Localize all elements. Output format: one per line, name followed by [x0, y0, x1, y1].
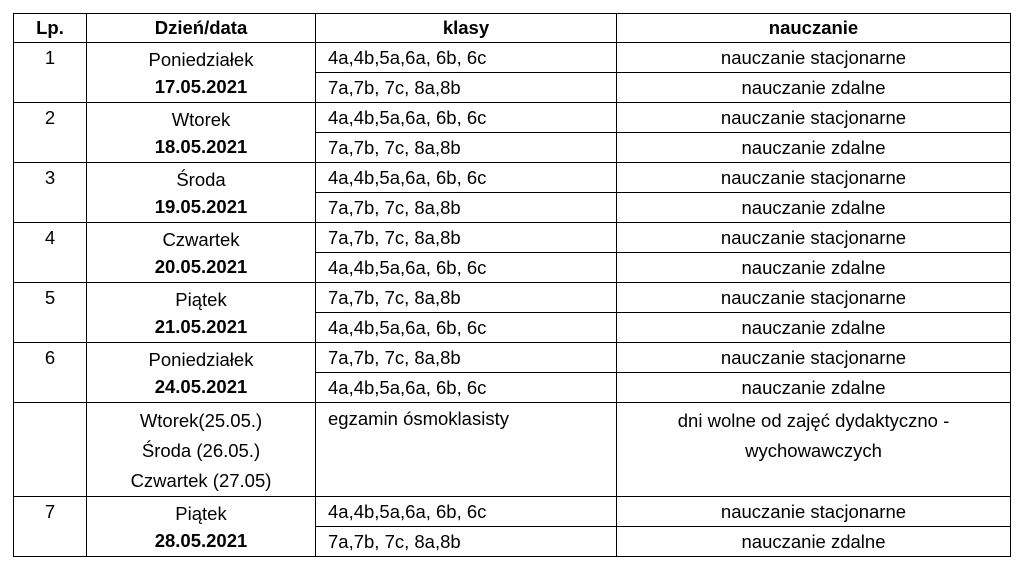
teaching-mode-cell: nauczanie stacjonarne — [617, 283, 1011, 313]
classes-cell: 7a,7b, 7c, 8a,8b — [316, 343, 617, 373]
day-date: 20.05.2021 — [154, 256, 248, 277]
classes-cell: 4a,4b,5a,6a, 6b, 6c — [316, 103, 617, 133]
day-date: 21.05.2021 — [154, 316, 248, 337]
teaching-mode-cell: nauczanie zdalne — [617, 73, 1011, 103]
teaching-mode-cell: nauczanie stacjonarne — [617, 43, 1011, 73]
teaching-mode-cell: nauczanie zdalne — [617, 313, 1011, 343]
row-number: 4 — [14, 223, 87, 283]
classes-cell: 4a,4b,5a,6a, 6b, 6c — [316, 253, 617, 283]
day-cell — [87, 43, 316, 103]
teaching-mode-cell: nauczanie stacjonarne — [617, 343, 1011, 373]
header-row — [14, 14, 1011, 43]
classes-cell: 7a,7b, 7c, 8a,8b — [316, 283, 617, 313]
day-cell — [87, 223, 316, 283]
table-row — [14, 163, 1011, 193]
day-name: Poniedziałek — [148, 49, 254, 70]
exam-row — [14, 403, 1011, 497]
classes-cell: 7a,7b, 7c, 8a,8b — [316, 223, 617, 253]
exam-day: Czwartek (27.05) — [130, 470, 272, 491]
row-number — [14, 403, 87, 497]
table-row — [14, 497, 1011, 527]
teaching-mode-cell: nauczanie stacjonarne — [617, 223, 1011, 253]
table-row — [14, 343, 1011, 373]
day-cell — [87, 283, 316, 343]
day-cell — [87, 497, 316, 557]
row-number: 6 — [14, 343, 87, 403]
table-row — [14, 43, 1011, 73]
classes-cell: 4a,4b,5a,6a, 6b, 6c — [316, 497, 617, 527]
teaching-mode-cell: nauczanie zdalne — [617, 133, 1011, 163]
day-name: Czwartek — [162, 229, 240, 250]
day-name: Piątek — [175, 289, 227, 310]
classes-cell: 7a,7b, 7c, 8a,8b — [316, 193, 617, 223]
row-number: 1 — [14, 43, 87, 103]
classes-cell: 7a,7b, 7c, 8a,8b — [316, 73, 617, 103]
exam-mode-line: dni wolne od zajęć dydaktyczno - — [677, 410, 950, 431]
row-number: 7 — [14, 497, 87, 557]
exam-classes-cell: egzamin ósmoklasisty — [316, 403, 617, 497]
day-cell — [87, 163, 316, 223]
day-name: Środa — [176, 169, 226, 190]
day-name: Piątek — [175, 503, 227, 524]
day-date: 24.05.2021 — [154, 376, 248, 397]
teaching-mode-cell: nauczanie stacjonarne — [617, 497, 1011, 527]
classes-cell: 4a,4b,5a,6a, 6b, 6c — [316, 43, 617, 73]
day-date: 17.05.2021 — [154, 76, 248, 97]
teaching-mode-cell: nauczanie stacjonarne — [617, 103, 1011, 133]
classes-cell: 4a,4b,5a,6a, 6b, 6c — [316, 373, 617, 403]
day-name: Wtorek — [171, 109, 231, 130]
table-row — [14, 103, 1011, 133]
row-number: 5 — [14, 283, 87, 343]
teaching-mode-cell: nauczanie stacjonarne — [617, 163, 1011, 193]
header-day-date: Dzień/data — [87, 14, 316, 43]
day-date: 19.05.2021 — [154, 196, 248, 217]
exam-day: Środa (26.05.) — [141, 440, 261, 461]
table-row — [14, 283, 1011, 313]
classes-cell: 4a,4b,5a,6a, 6b, 6c — [316, 163, 617, 193]
header-classes: klasy — [316, 14, 617, 43]
row-number: 3 — [14, 163, 87, 223]
teaching-mode-cell: nauczanie zdalne — [617, 527, 1011, 557]
header-mode: nauczanie — [617, 14, 1011, 43]
table-row — [14, 223, 1011, 253]
classes-cell: 7a,7b, 7c, 8a,8b — [316, 133, 617, 163]
schedule-table — [13, 13, 1011, 557]
exam-mode-cell — [617, 403, 1011, 497]
day-cell — [87, 103, 316, 163]
day-cell — [87, 343, 316, 403]
teaching-mode-cell: nauczanie zdalne — [617, 373, 1011, 403]
teaching-mode-cell: nauczanie zdalne — [617, 253, 1011, 283]
exam-day: Wtorek(25.05.) — [139, 410, 263, 431]
day-date: 18.05.2021 — [154, 136, 248, 157]
teaching-mode-cell: nauczanie zdalne — [617, 193, 1011, 223]
day-date: 28.05.2021 — [154, 530, 248, 551]
exam-mode-line: wychowawczych — [745, 440, 882, 461]
row-number: 2 — [14, 103, 87, 163]
header-lp: Lp. — [14, 14, 87, 43]
day-name: Poniedziałek — [148, 349, 254, 370]
classes-cell: 7a,7b, 7c, 8a,8b — [316, 527, 617, 557]
classes-cell: 4a,4b,5a,6a, 6b, 6c — [316, 313, 617, 343]
exam-days-cell — [87, 403, 316, 497]
